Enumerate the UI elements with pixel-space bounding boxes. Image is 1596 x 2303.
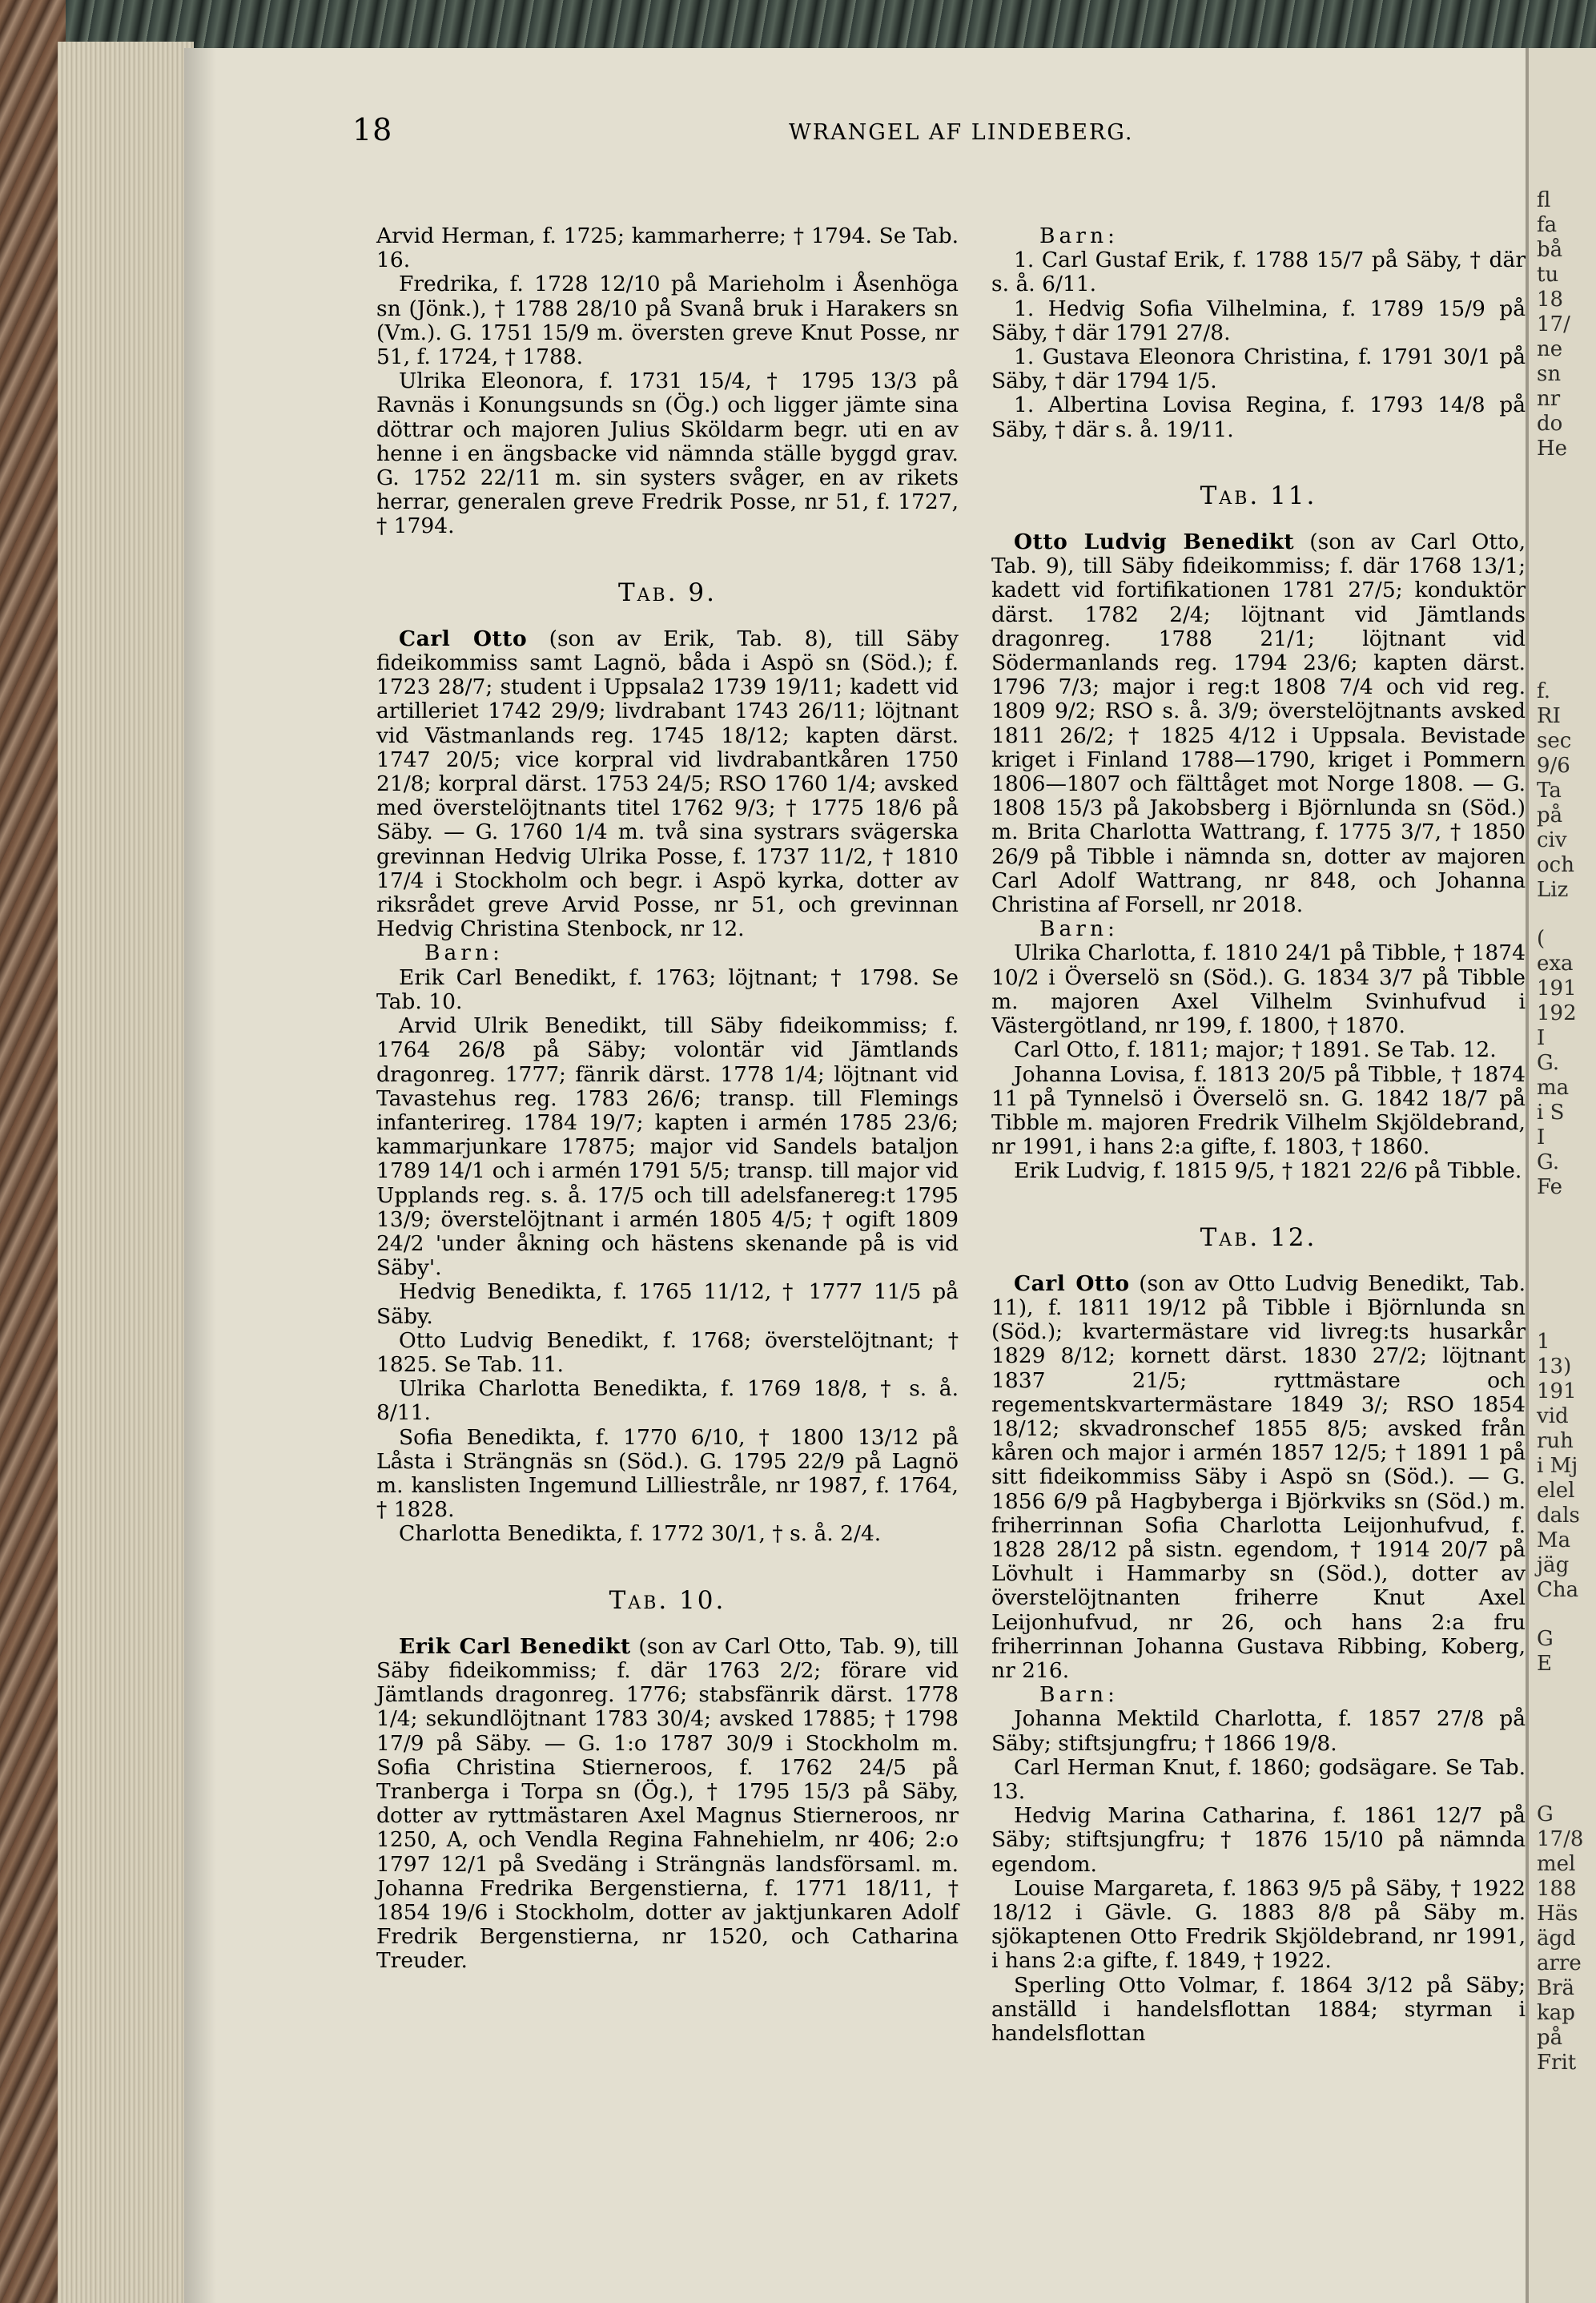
entry-paragraph: [376, 1635, 959, 1974]
next-page-fragment: I: [1537, 1026, 1546, 1050]
entry-text: Fredrika, f. 1728 12/10 på Marieholm i Åsenhöga sn (Jönk.), † 1788 28/10 på Svanå bruk i Harakers sn (Vm.). G. 1751 15/9 m. översten greve Knut Posse, nr 51, f. 1724, † 1788.: [376, 272, 959, 370]
entry-paragraph: [991, 1974, 1526, 2047]
entry-text: (son av Carl Otto, Tab. 9), till Säby fideikommiss; f. där 1763 2/2; förare vid Jämtlands dragonreg. 1776; stabsfänrik därst. 1778 1/4; sekundlöjtnant 1783 30/4; avsked 17885; † 1798 17/9 på Säby. — G. 1:o 1787 30/9 i Stockholm m. Sofia Christina Stierneroos, f. 1762 24/5 på Tranberga i Torpa sn (Ög.), † 1795 15/3 på Säby, dotter av ryttmästaren Axel Magnus Stierneroos, nr 1250, A, och Vendla Regina Fahnehielm, nr 406; 2:o 1797 12/1 på Svedäng i Strängnäs landsförsaml. m. Johanna Fredrika Bergenstierna, f. 1771 18/11, † 1854 19/6 i Stockholm, dotter av jaktjunkaren Adolf Fredrik Bergenstierna, nr 1520, och Catharina Treuder.: [376, 1633, 959, 1974]
entry-head-name: Carl Otto: [1014, 1270, 1130, 1296]
page-header: [352, 112, 1425, 152]
next-page-fragment: elel: [1537, 1479, 1575, 1503]
entry-paragraph: [376, 224, 959, 272]
next-page-fragment: ägd: [1537, 1927, 1576, 1951]
entry-paragraph: [991, 248, 1526, 296]
entry-paragraph: [376, 966, 959, 1014]
entry-paragraph: [376, 1522, 959, 1546]
next-page-fragment: (: [1537, 927, 1546, 951]
entry-text: 1. Albertina Lovisa Regina, f. 1793 14/8 på Säby, † där s. å. 19/11.: [991, 393, 1526, 442]
entry-text: Carl Otto, f. 1811; major; † 1891. Se Tab. 12.: [1014, 1037, 1497, 1063]
next-page-fragment: ruh: [1537, 1429, 1574, 1453]
entry-paragraph: [376, 1329, 959, 1377]
entry-paragraph: [376, 627, 959, 942]
next-page-fragment: 1: [1537, 1330, 1550, 1354]
entry-text: Johanna Lovisa, f. 1813 20/5 på Tibble, † 1874 11 på Tynnelsö i Överselö sn. G. 1842 18/7 på Tibble m. majoren Fredrik Vilhelm Skjöldebrand, nr 1991, i hans 2:a gifte, f. 1803, † 1860.: [991, 1061, 1526, 1160]
next-page-fragment: fl: [1537, 188, 1551, 212]
next-page-fragment: 192: [1537, 1001, 1577, 1025]
entry-text: Otto Ludvig Benedikt, f. 1768; överstelöjtnant; † 1825. Se Tab. 11.: [376, 1327, 959, 1377]
next-page-fragment: ma: [1537, 1076, 1570, 1100]
entry-paragraph: [376, 1014, 959, 1280]
next-page-fragment: 13): [1537, 1355, 1572, 1379]
entry-text: Erik Ludvig, f. 1815 9/5, † 1821 22/6 på Tibble.: [1014, 1158, 1522, 1184]
entry-text: Carl Herman Knut, f. 1860; godsägare. Se Tab. 13.: [991, 1754, 1526, 1804]
next-page-fragment: dals: [1537, 1504, 1580, 1528]
next-page-fragment: och: [1537, 853, 1574, 877]
entry-paragraph: [991, 1707, 1526, 1755]
next-page-fragment: 9/6: [1537, 754, 1570, 778]
entry-head-name: Otto Ludvig Benedikt: [1014, 529, 1295, 555]
entry-paragraph: [991, 1159, 1526, 1183]
next-page-fragment: bå: [1537, 238, 1563, 262]
entry-paragraph: [991, 1756, 1526, 1804]
entry-text: Louise Margareta, f. 1863 9/5 på Säby, † 1922 18/12 i Gävle. G. 1883 8/8 på Säby m. sjökaptenen Otto Fredrik Skjöldebrand, nr 1991, i hans 2:a gifte, f. 1849, † 1922.: [991, 1875, 1526, 1974]
next-page-fragment: kap: [1537, 2001, 1575, 2025]
next-page-fragment: civ: [1537, 828, 1567, 852]
entry-text: 1. Gustava Eleonora Christina, f. 1791 30/1 på Säby, † där 1794 1/5.: [991, 344, 1526, 394]
next-page-fragment: mel: [1537, 1852, 1576, 1876]
entry-paragraph: [376, 272, 959, 369]
entry-text: Sperling Otto Volmar, f. 1864 3/12 på Säby; anställd i handelsflottan 1884; styrman i handelsflottan: [991, 1972, 1526, 2047]
next-page-fragment: Brä: [1537, 1976, 1575, 2000]
next-page-fragment: Frit: [1537, 2051, 1577, 2075]
next-page-fragment: sec: [1537, 729, 1572, 753]
next-page-fragment: G.: [1537, 1150, 1560, 1174]
entry-paragraph: [991, 530, 1526, 917]
next-page-fragment: i Mj: [1537, 1454, 1578, 1478]
entry-paragraph: [991, 345, 1526, 393]
next-page-fragment: 17/: [1537, 312, 1570, 336]
children-label: Barn:: [424, 940, 504, 966]
children-label: Barn:: [1039, 1682, 1119, 1708]
page-number: 18: [352, 112, 393, 147]
marbled-cover-left: [0, 0, 66, 2303]
page-edges: [58, 42, 194, 2303]
entry-paragraph: [376, 1426, 959, 1523]
next-page-edge: [1526, 48, 1596, 2303]
next-page-fragment: Ta: [1537, 779, 1562, 803]
entry-text: Sofia Benedikta, f. 1770 6/10, † 1800 13/12 på Låsta i Strängnäs sn (Söd.). G. 1795 22/9 på Lagnö m. kanslisten Ingemund Lilliestråle, nr 1987, f. 1764, † 1828.: [376, 1424, 959, 1523]
entry-text: Arvid Herman, f. 1725; kammarherre; † 1794. Se Tab. 16.: [376, 223, 959, 273]
children-label: Barn:: [1039, 224, 1119, 248]
entry-paragraph: [991, 1804, 1526, 1877]
children-label: Barn:: [1039, 916, 1119, 942]
next-page-fragment: Cha: [1537, 1578, 1579, 1602]
next-page-fragment: Ma: [1537, 1528, 1571, 1552]
next-page-fragment: 17/8: [1537, 1827, 1584, 1851]
next-page-fragment: RI: [1537, 704, 1561, 728]
entry-text: Charlotta Benedikta, f. 1772 30/1, † s. å. 2/4.: [399, 1521, 882, 1547]
entry-text: (son av Otto Ludvig Benedikt, Tab. 11), f. 1811 19/12 på Tibble i Björnlunda sn (Söd.); kvartermästare vid livreg:ts husarkår 1829 8/12; kornett därst. 1830 27/2; löjtnant 1837 21/5; ryttmästare och regementskvartermästare 1849 3/; RSO 1854 18/12; skvadronschef 1855 8/5; avsked från kåren och major i armén 1857 12/5; † 1891 1 på sitt fideikommiss Säby i Aspö sn (Söd.). — G. 1856 6/9 på Hagbyberga i Björkviks sn (Söd.) m. friherrinnan Sofia Charlotta Leijonhufvud, f. 1828 28/12 på sistn. egendom, † 1914 20/7 på Lövhult i Hammarby sn (Söd.), dotter av överstelöjtnanten friherre Knut Axel Leijonhufvud, nr 26, och hans 2:a fru friherrinnan Johanna Gustava Ribbing, Koberg, nr 216.: [991, 1270, 1526, 1683]
next-page-fragment: 191: [1537, 1379, 1577, 1403]
next-page-fragment: Liz: [1537, 878, 1569, 902]
entry-paragraph: [991, 1063, 1526, 1160]
entry-paragraph: [991, 1877, 1526, 1974]
next-page-fragment: He: [1537, 437, 1568, 461]
running-head: WRANGEL AF LINDEBERG.: [789, 120, 1134, 145]
next-page-fragment: fa: [1537, 213, 1558, 237]
entry-text: Hedvig Marina Catharina, f. 1861 12/7 på Säby; stiftsjungfru; † 1876 15/10 på nämnda egendom.: [991, 1803, 1526, 1877]
entry-paragraph: [991, 393, 1526, 441]
entry-text: Hedvig Benedikta, f. 1765 11/12, † 1777 11/5 på Säby.: [376, 1279, 959, 1329]
next-page-fragment: 188: [1537, 1877, 1577, 1901]
entry-text: Johanna Mektild Charlotta, f. 1857 27/8 på Säby; stiftsjungfru; † 1866 19/8.: [991, 1706, 1526, 1756]
entry-head-name: Carl Otto: [399, 626, 528, 651]
table-heading: Tab. 11.: [1200, 481, 1317, 510]
next-page-fragment: på: [1537, 803, 1563, 827]
next-page-fragment: vid: [1537, 1404, 1569, 1428]
right-column: [991, 224, 1526, 2046]
entry-text: (son av Erik, Tab. 8), till Säby fideikommiss samt Lagnö, båda i Aspö sn (Söd.); f. 1723 28/7; student i Uppsala2 1739 19/11; kadett vid artilleriet 1742 29/9; livdrabant 1743 26/11; löjtnant vid Västmanlands reg. 1745 18/12; kapten därst. 1747 20/5; vice korpral vid livdrabantkåren 1750 21/8; korpral därst. 1753 24/5; RSO 1760 1/4; avsked med överstelöjtnants titel 1762 9/3; † 1775 18/6 på Säby. — G. 1760 1/4 m. två sina systrars svägerska grevinnan Hedvig Ulrika Posse, f. 1737 11/2, † 1810 17/4 i Stockholm och begr. i Aspö kyrka, dotter av riksrådet greve Arvid Posse, nr 51, och grevinnan Hedvig Christina Stenbock, nr 12.: [376, 626, 959, 942]
entry-paragraph: [991, 941, 1526, 1038]
next-page-fragment: 18: [1537, 288, 1564, 312]
gutter-shadow: [184, 48, 216, 2303]
next-page-fragment: I: [1537, 1125, 1546, 1149]
entry-text: Erik Carl Benedikt, f. 1763; löjtnant; † 1798. Se Tab. 10.: [376, 964, 959, 1014]
next-page-fragment: E: [1537, 1652, 1552, 1676]
entry-paragraph: [991, 297, 1526, 345]
table-heading: Tab. 12.: [1200, 1222, 1317, 1252]
entry-text: Ulrika Charlotta Benedikta, f. 1769 18/8, † s. å. 8/11.: [376, 1376, 959, 1426]
next-page-fragment: G: [1537, 1627, 1554, 1651]
entry-text: (son av Carl Otto, Tab. 9), till Säby fideikommiss; f. där 1768 13/1; kadett vid fortifikationen 1781 27/5; konduktör därst. 1782 2/4; löjtnant vid Jämtlands dragonreg. 1788 21/1; löjtnant vid Södermanlands reg. 1794 23/6; kapten därst. 1796 7/3; major i reg:t 1808 7/4 och vid reg. 1809 9/2; RSO s. å. 3/9; överstelöjtnants avsked 1811 26/2; † 1825 4/12 i Uppsala. Bevistade kriget i Finland 1788—1790, kriget i Pommern 1806—1807 och fälttåget mot Norge 1808. — G. 1808 15/3 på Jakobsberg i Björnlunda sn (Söd.) m. Brita Charlotta Wattrang, f. 1775 3/7, † 1850 26/9 på Tibble i nämnda sn, dotter av majoren Carl Adolf Wattrang, nr 848, och Johanna Christina af Forsell, nr 2018.: [991, 529, 1526, 918]
next-page-fragment: do: [1537, 412, 1563, 436]
next-page-fragment: Häs: [1537, 1902, 1578, 1926]
next-page-fragment: på: [1537, 2026, 1563, 2050]
entry-text: Ulrika Charlotta, f. 1810 24/1 på Tibble, † 1874 10/2 i Överselö sn (Söd.). G. 1834 3/7 på Tibble m. majoren Axel Vilhelm Svinhufvud i Västergötland, nr 199, f. 1800, † 1870.: [991, 940, 1526, 1039]
next-page-fragment: sn: [1537, 362, 1562, 386]
table-heading: Tab. 10.: [609, 1585, 726, 1615]
entry-text: Arvid Ulrik Benedikt, till Säby fideikommiss; f. 1764 26/8 på Säby; volontär vid Jämtlands dragonreg. 1777; fänrik därst. 1778 1/4; löjtnant vid Tavastehus reg. 1783 26/6; transp. till Flemings infanterireg. 1784 19/7; kapten i armén 1785 23/6; kammarjunkare 17875; major vid Sandels bataljon 1789 14/1 och i armén 1791 5/5; transp. till major vid Upplands reg. s. å. 17/5 och till adelsfanereg:t 1795 13/9; överstelöjtnant i armén 1805 4/5; † ogift 1809 24/2 'under åkning och hästens skenande på is vid Säby'.: [376, 1013, 959, 1281]
next-page-fragment: ne: [1537, 337, 1563, 361]
entry-paragraph: [376, 1280, 959, 1328]
entry-text: Ulrika Eleonora, f. 1731 15/4, † 1795 13/3 på Ravnäs i Konungsunds sn (Ög.) och ligger jämte sina döttrar och majoren Julius Sköldarm begr. uti en av henne i en ängsbacke vid nämnda ställe byggd grav. G. 1752 22/11 m. sin systers svåger, en av rikets herrar, generalen greve Fredrik Posse, nr 51, f. 1727, † 1794.: [376, 368, 959, 539]
entry-paragraph: [376, 369, 959, 538]
next-page-fragment: G: [1537, 1802, 1554, 1826]
entry-text: 1. Hedvig Sofia Vilhelmina, f. 1789 15/9 på Säby, † där 1791 27/8.: [991, 296, 1526, 345]
left-column: [376, 224, 959, 1974]
entry-paragraph: [376, 1377, 959, 1425]
entry-paragraph: [991, 1038, 1526, 1062]
next-page-fragment: nr: [1537, 387, 1561, 411]
next-page-fragment: f.: [1537, 679, 1550, 703]
entry-text: 1. Carl Gustaf Erik, f. 1788 15/7 på Säby, † där s. å. 6/11.: [991, 248, 1526, 297]
next-page-fragment: G.: [1537, 1051, 1560, 1075]
table-heading: Tab. 9.: [617, 578, 718, 607]
entry-head-name: Erik Carl Benedikt: [399, 1633, 631, 1659]
next-page-fragment: 191: [1537, 976, 1577, 1001]
next-page-fragment: exa: [1537, 952, 1574, 976]
next-page-fragment: Fe: [1537, 1175, 1563, 1199]
next-page-fragment: arre: [1537, 1951, 1582, 1975]
entry-paragraph: [991, 1272, 1526, 1683]
next-page-fragment: jäg: [1537, 1553, 1570, 1577]
next-page-fragment: tu: [1537, 263, 1559, 287]
next-page-fragment: i S: [1537, 1101, 1565, 1125]
